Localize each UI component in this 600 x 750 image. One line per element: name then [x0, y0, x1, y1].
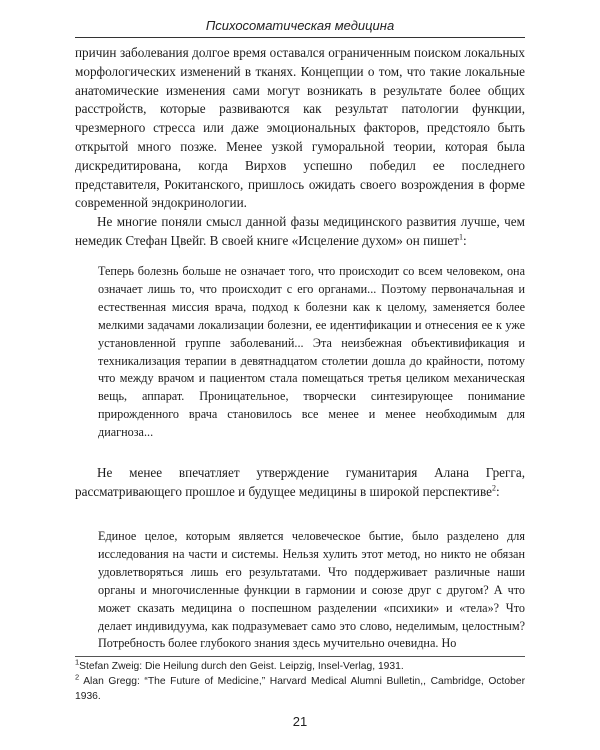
blockquote-zweig: [98, 263, 525, 442]
gregg-quote-text: Единое целое, которым является человеческое бытие, было разделено для исследования на части и системы. Нельзя хулить этот метод, но никто не обязан удовлетворяться лишь его результатами. Что поддерживает различные наши органы и многочисленные функции в гармонии и союзе друг с другом? А что может сказать медицина о поспешном разделении «психики» и «тела»? Что делает индивидуума, как подразумевает само это слово, неделимым, целостным? Потребность более глубокого знания здесь мучительно очевидна. Но: [98, 529, 525, 651]
zweig-quote-text: Теперь болезнь больше не означает того, что происходит со всем человеком, она означает лишь то, что происходит с его органами... Поэтому первоначальная и естественная миссия врача, подход к болезни как к целому, заменяется более мелкими задачами локализации болезни, ее идентификации и отнесения ее к уже установленной группе заболеваний... Эта неизбежная объективификация и техникализация терапии в девятнадцатом столетии дошла до крайности, потому что между врачом и пациентом стала помещаться третья целиком механическая вещь, аппарат. Проницательное, творчески синтезирующее понимание прирожденного врача становилось все менее и менее необходимым для диагноза...: [98, 264, 525, 440]
footnote-2: [75, 674, 525, 704]
paragraph-zweig-intro: [75, 213, 525, 251]
page-number: 21: [292, 714, 308, 729]
body-text-block-1: [75, 44, 525, 251]
gregg-intro-colon: :: [495, 483, 500, 499]
header-rule: [75, 37, 525, 38]
footnote-ref-2: 2: [491, 483, 496, 493]
footnote-1-text: Stefan Zweig: Die Heilung durch den Geist. Leipzig, Insel-Verlag, 1931.: [79, 661, 404, 672]
zweig-intro-text: Не многие поняли смысл данной фазы медицинского развития лучше, чем немедик Стефан Цвейг. В своей книге «Исцеление духом» он пишет: [75, 214, 525, 248]
blockquote-gregg: [98, 528, 525, 653]
footnote-2-text: Alan Gregg: “The Future of Medicine,” Harvard Medical Alumni Bulletin,, Cambridge, October 1936.: [75, 676, 525, 702]
footnote-ref-1: 1: [459, 232, 463, 242]
footnotes: [75, 659, 525, 704]
body-text-block-2: [75, 464, 525, 502]
footnote-1-number: 1: [75, 657, 80, 667]
paragraph-gregg-intro: [75, 464, 525, 502]
running-title: Психосоматическая медицина: [205, 18, 395, 33]
paragraph-continuation: причин заболевания долгое время оставался ограниченным поиском локальных морфологических изменений в тканях. Концепции о том, что такие локальные анатомические изменения сами могут возникать в результате более общих расстройств, которые развиваются как результат патологии функции, чрезмерного стресса или даже эмоциональных факторов, предстояло быть открытой много позже. Менее узкой гуморальной теории, которая была дискредитирована, когда Вирхов успешно победил ее последнего представителя, Рокитанского, пришлось ожидать своего возрождения в форме современной эндокринологии.: [75, 45, 525, 211]
zweig-intro-colon: :: [463, 232, 467, 248]
footnote-rule: [75, 656, 525, 657]
gregg-intro-text: Не менее впечатляет утверждение гуманитария Алана Грегга, рассматривающего прошлое и будущее медицины в широкой перспективе: [75, 465, 525, 499]
footnote-1: [75, 659, 525, 674]
footnote-2-number: 2: [75, 672, 80, 682]
